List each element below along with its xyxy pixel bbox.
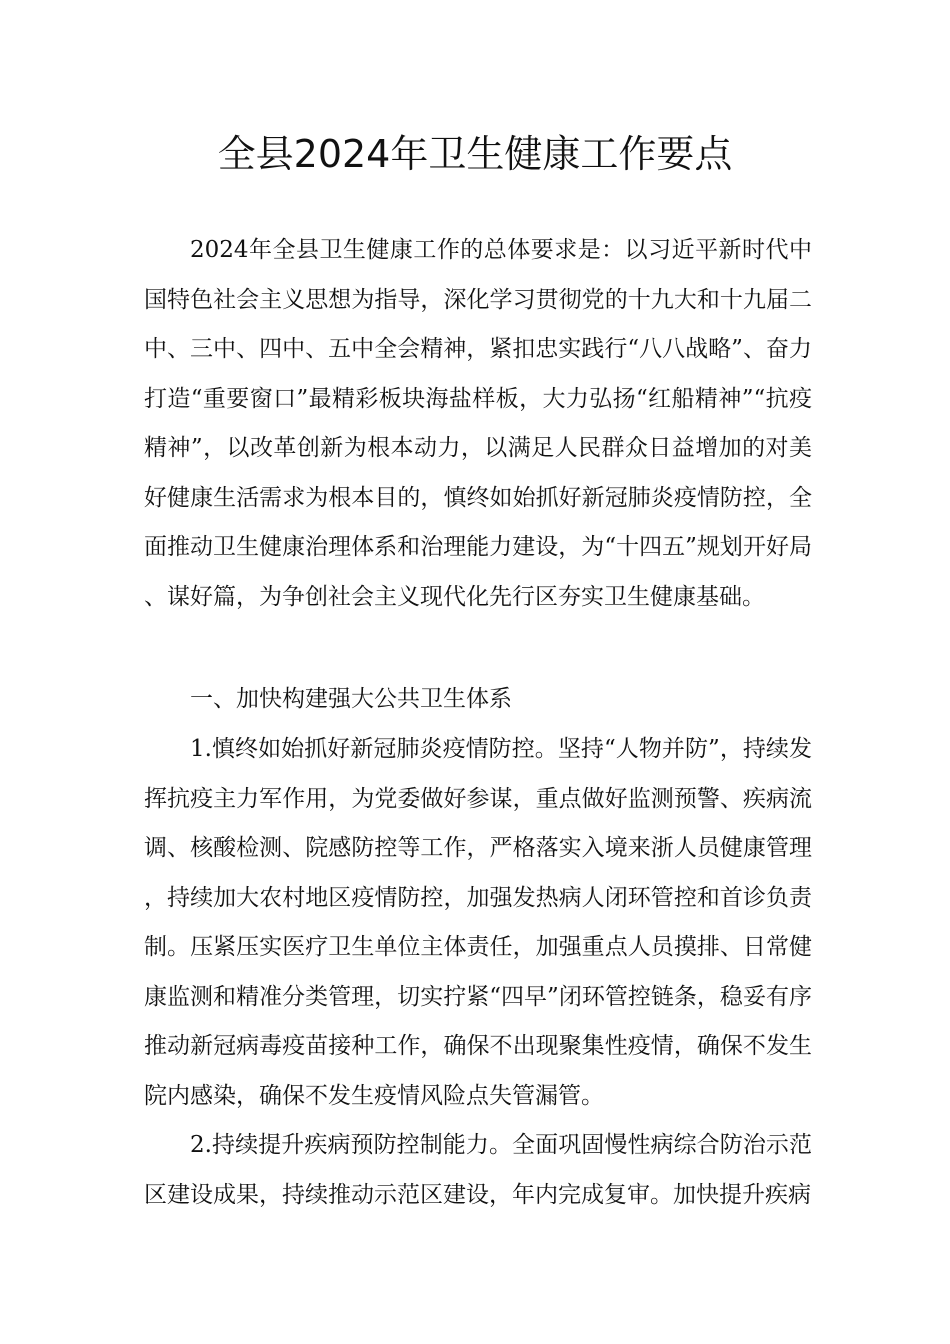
item2-paragraph-block [144,1121,812,1220]
intro-paragraph: 2024年全县卫生健康工作的总体要求是：以习近平新时代中国特色社会主义思想为指导，深化学习贯彻党的十九大和十九届二中、三中、四中、五中全会精神，紧扣忠实践行“八八战略”、奋力打造“重要窗口”最精彩板块海盐样板，大力弘扬“红船精神”“抗疫精神”，以改革创新为根本动力，以满足人民群众日益增加的对美好健康生活需求为根本目的，慎终如始抓好新冠肺炎疫情防控，全面推动卫生健康治理体系和治理能力建设，为“十四五”规划开好局、谋好篇，为争创社会主义现代化先行区夯实卫生健康基础。 [144,237,812,610]
intro-paragraph-block [144,226,812,622]
document-title: 全县2024年卫生健康工作要点 [217,132,733,176]
item1-paragraph: 1.慎终如始抓好新冠肺炎疫情防控。坚持“人物并防”，持续发挥抗疫主力军作用，为党委做好参谋，重点做好监测预警、疾病流调、核酸检测、院感防控等工作，严格落实入境来浙人员健康管理，持续加大农村地区疫情防控，加强发热病人闭环管控和首诊负责制。压紧压实医疗卫生单位主体责任，加强重点人员摸排、日常健康监测和精准分类管理，切实拧紧“四早”闭环管控链条，稳妥有序推动新冠病毒疫苗接种工作，确保不出现聚集性疫情，确保不发生院内感染，确保不发生疫情风险点失管漏管。 [144,736,812,1109]
item1-paragraph-block [144,725,812,1121]
item2-paragraph: 2.持续提升疾病预防控制能力。全面巩固慢性病综合防治示范区建设成果，持续推动示范区建设，年内完成复审。加快提升疾病 [144,1132,812,1208]
section-heading: 一、加快构建强大公共卫生体系 [190,686,512,712]
